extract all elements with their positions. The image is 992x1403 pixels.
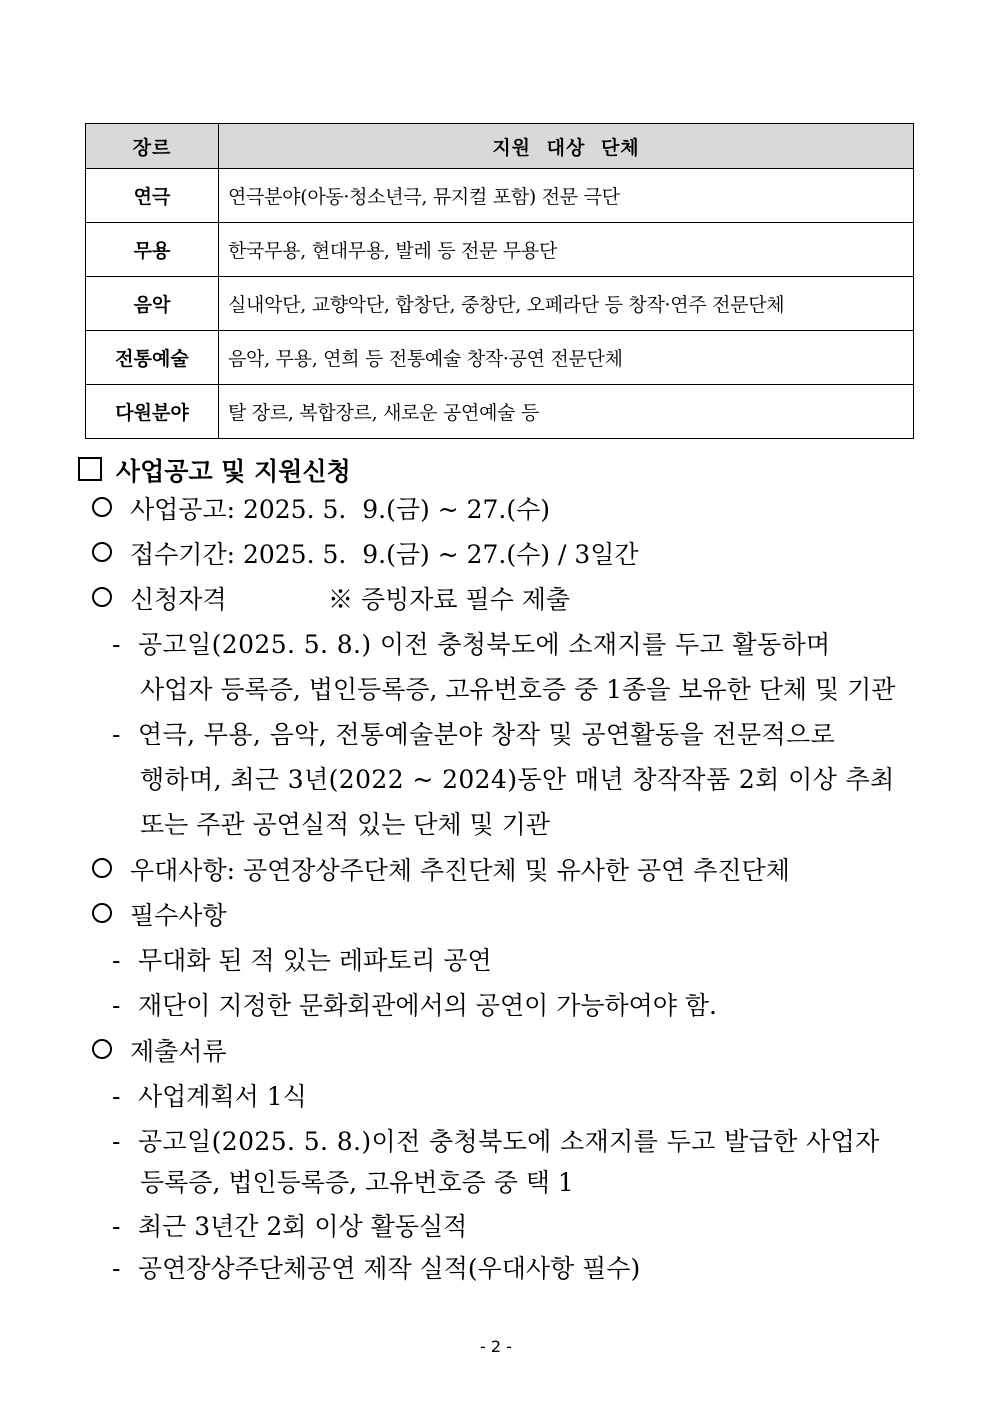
genre-cell: 음악 bbox=[86, 277, 219, 331]
table-row bbox=[86, 169, 914, 223]
eligibility-note: ※ 증빙자료 필수 제출 bbox=[328, 585, 571, 614]
table-row bbox=[86, 223, 914, 277]
reception-text: 접수기간: 2025. 5. 9.(금) ~ 27.(수) / 3일간 bbox=[130, 540, 639, 569]
req-2-text: 재단이 지정한 문화회관에서의 공연이 가능하여야 함. bbox=[138, 991, 717, 1020]
list-item-preference bbox=[92, 855, 790, 887]
announce-text: 사업공고: 2025. 5. 9.(금) ~ 27.(수) bbox=[130, 495, 550, 524]
circle-bullet-icon bbox=[92, 903, 112, 923]
target-cell: 한국무용, 현대무용, 발레 등 전문 무용단 bbox=[219, 223, 914, 277]
elig-1b-text: 사업자 등록증, 법인등록증, 고유번호증 중 1종을 보유한 단체 및 기관 bbox=[140, 675, 896, 704]
section-heading bbox=[78, 456, 351, 488]
table-row bbox=[86, 277, 914, 331]
page-number: - 2 - bbox=[480, 1337, 512, 1356]
sub-item-doc-4: - 공연장상주단체공연 제작 실적(우대사항 필수) bbox=[112, 1254, 641, 1283]
elig-1a-text: 공고일(2025. 5. 8.) 이전 충청북도에 소재지를 두고 활동하며 bbox=[138, 630, 831, 659]
eligibility-text: 신청자격 bbox=[130, 585, 227, 614]
target-cell: 실내악단, 교향악단, 합창단, 중창단, 오페라단 등 창작·연주 전문단체 bbox=[219, 277, 914, 331]
sub-item-doc-2: - 공고일(2025. 5. 8.)이전 충청북도에 소재지를 두고 발급한 사업자 bbox=[112, 1127, 880, 1156]
genre-cell: 전통예술 bbox=[86, 331, 219, 385]
doc-2b-text: 등록증, 법인등록증, 고유번호증 중 택 1 bbox=[140, 1168, 574, 1197]
elig-2b-text: 행하며, 최근 3년(2022 ~ 2024)동안 매년 창작작품 2회 이상 추최 bbox=[140, 765, 895, 794]
sub-item-elig-2-cont bbox=[140, 764, 895, 796]
genre-cell: 다원분야 bbox=[86, 385, 219, 439]
sub-item-req-2: - 재단이 지정한 문화회관에서의 공연이 가능하여야 함. bbox=[112, 991, 717, 1020]
circle-bullet-icon bbox=[92, 542, 112, 562]
list-item-documents bbox=[92, 1036, 227, 1068]
sub-item-doc-1: - 사업계획서 1식 bbox=[112, 1082, 307, 1111]
required-text: 필수사항 bbox=[130, 901, 227, 930]
genre-table bbox=[85, 123, 914, 439]
req-1-text: 무대화 된 적 있는 레파토리 공연 bbox=[138, 946, 492, 975]
target-cell: 연극분야(아동·청소년극, 뮤지컬 포함) 전문 극단 bbox=[219, 169, 914, 223]
header-target: 지원 대상 단체 bbox=[219, 124, 914, 169]
circle-bullet-icon bbox=[92, 497, 112, 517]
list-item-required bbox=[92, 900, 227, 932]
documents-text: 제출서류 bbox=[130, 1037, 227, 1066]
genre-cell: 연극 bbox=[86, 169, 219, 223]
genre-cell: 무용 bbox=[86, 223, 219, 277]
section-title: 사업공고 및 지원신청 bbox=[116, 457, 351, 486]
doc-2a-text: 공고일(2025. 5. 8.)이전 충청북도에 소재지를 두고 발급한 사업자 bbox=[138, 1127, 880, 1156]
table-row bbox=[86, 385, 914, 439]
target-cell: 음악, 무용, 연희 등 전통예술 창작·공연 전문단체 bbox=[219, 331, 914, 385]
target-cell: 탈 장르, 복합장르, 새로운 공연예술 등 bbox=[219, 385, 914, 439]
sub-item-elig-1: - 공고일(2025. 5. 8.) 이전 충청북도에 소재지를 두고 활동하며 bbox=[112, 630, 831, 659]
circle-bullet-icon bbox=[92, 858, 112, 878]
sub-item-doc-3: - 최근 3년간 2회 이상 활동실적 bbox=[112, 1212, 468, 1241]
list-item-reception bbox=[92, 539, 639, 571]
sub-item-req-1: - 무대화 된 적 있는 레파토리 공연 bbox=[112, 946, 492, 975]
preference-text: 우대사항: 공연장상주단체 추진단체 및 유사한 공연 추진단체 bbox=[130, 856, 790, 885]
doc-4-text: 공연장상주단체공연 제작 실적(우대사항 필수) bbox=[138, 1254, 641, 1283]
sub-item-elig-2: - 연극, 무용, 음악, 전통예술분야 창작 및 공연활동을 전문적으로 bbox=[112, 720, 836, 749]
sub-item-elig-2-cont2 bbox=[140, 809, 550, 841]
list-item-eligibility bbox=[92, 584, 571, 616]
list-item-announce bbox=[92, 494, 550, 526]
elig-2c-text: 또는 주관 공연실적 있는 단체 및 기관 bbox=[140, 810, 550, 839]
circle-bullet-icon bbox=[92, 587, 112, 607]
table-row bbox=[86, 331, 914, 385]
doc-1-text: 사업계획서 1식 bbox=[138, 1082, 307, 1111]
sub-item-doc-2-cont bbox=[140, 1167, 574, 1199]
sub-item-elig-1-cont bbox=[140, 674, 895, 706]
header-genre: 장르 bbox=[86, 124, 219, 169]
elig-2a-text: 연극, 무용, 음악, 전통예술분야 창작 및 공연활동을 전문적으로 bbox=[138, 720, 836, 749]
table-header-row bbox=[86, 124, 914, 169]
doc-3-text: 최근 3년간 2회 이상 활동실적 bbox=[138, 1212, 468, 1241]
square-bullet-icon bbox=[78, 457, 102, 481]
circle-bullet-icon bbox=[92, 1039, 112, 1059]
